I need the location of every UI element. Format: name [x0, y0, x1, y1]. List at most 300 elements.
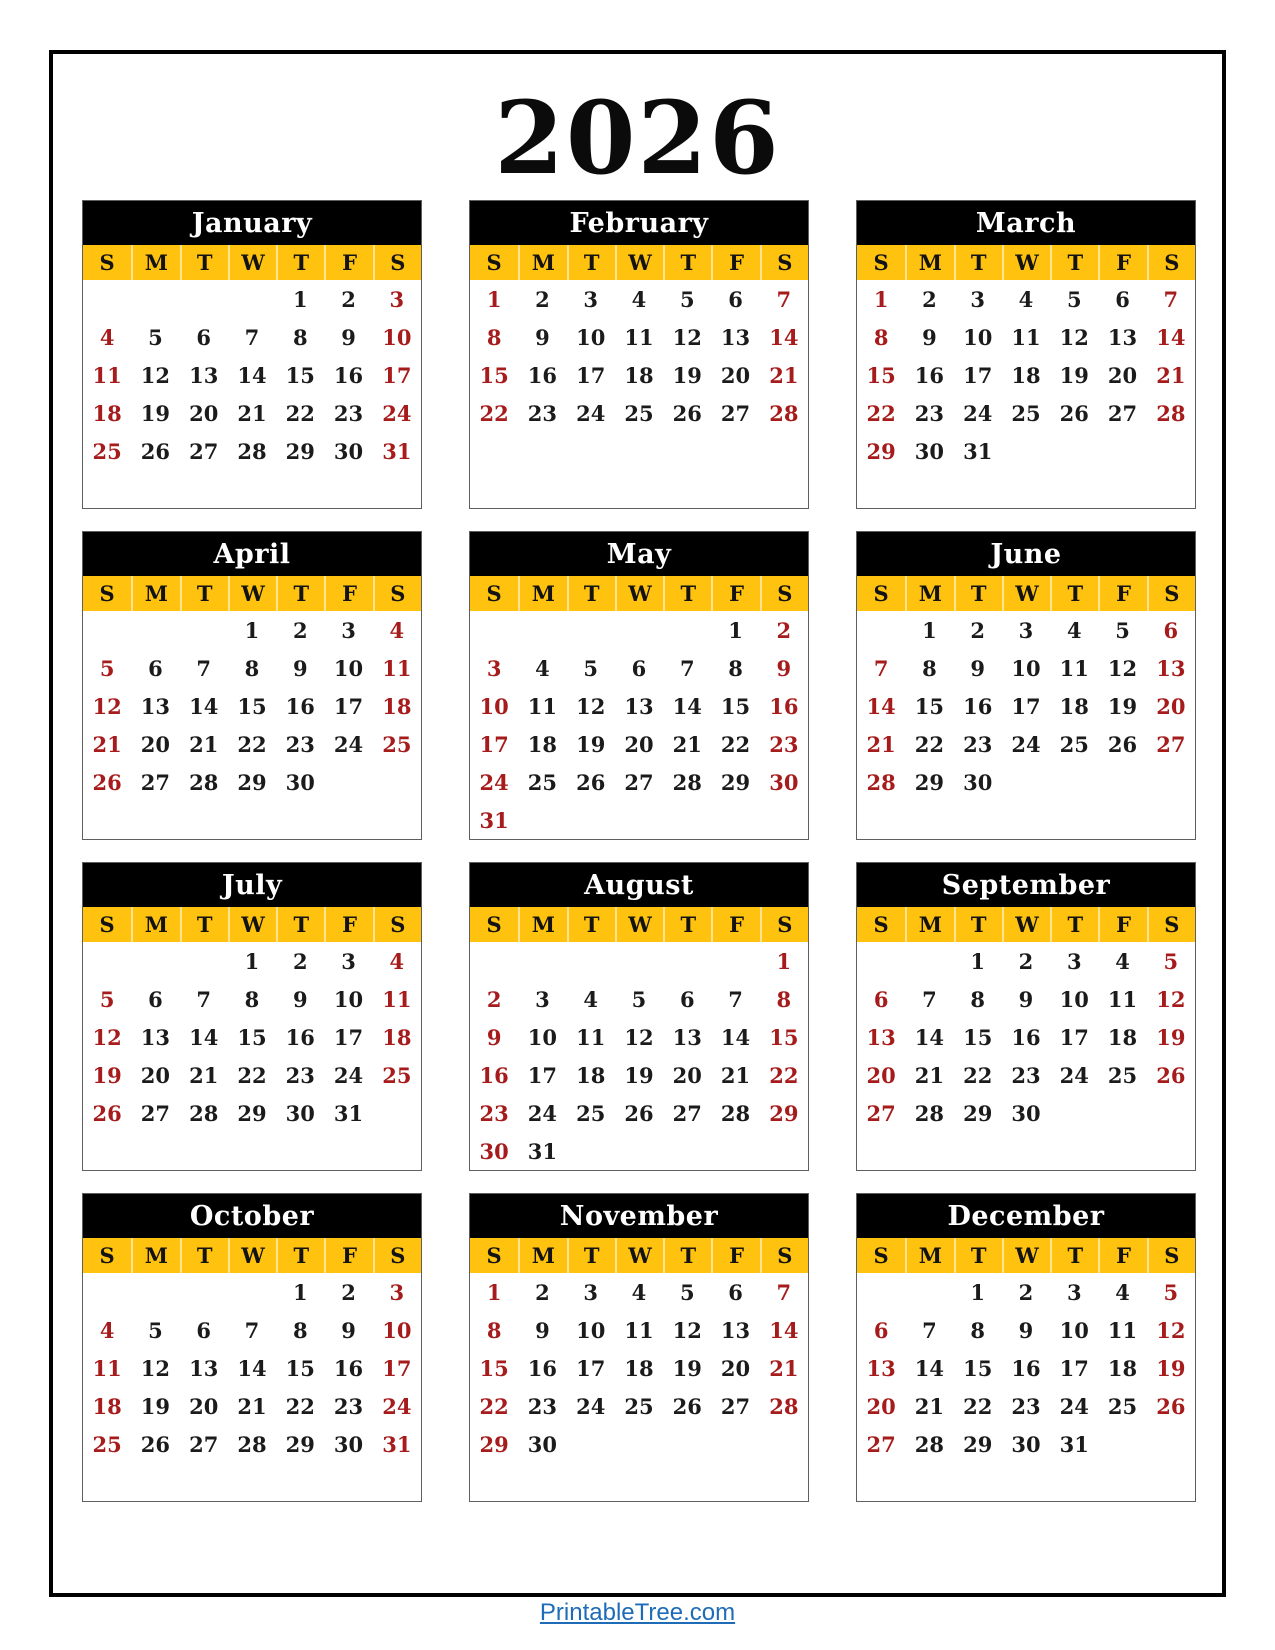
- day-cell: 22: [237, 731, 267, 757]
- day-cell: 2: [292, 948, 308, 974]
- day-cell: 21: [672, 731, 702, 757]
- day-cell: 31: [1059, 1431, 1089, 1457]
- empty-day-cell: [663, 470, 711, 508]
- day-cell: 17: [333, 693, 364, 719]
- month-calendar-october: [82, 1193, 422, 1502]
- day-cell: 19: [92, 1062, 122, 1088]
- day-cell: 5: [99, 655, 115, 681]
- day-cell: 29: [237, 769, 267, 795]
- day-cell: 16: [527, 1355, 558, 1381]
- empty-day-cell: [1098, 1132, 1146, 1170]
- day-cell: 9: [341, 1317, 356, 1343]
- day-cell: 8: [776, 986, 792, 1012]
- day-cell: 30: [285, 1100, 315, 1126]
- day-cell: 23: [1011, 1062, 1041, 1088]
- month-title: September: [857, 863, 1195, 907]
- day-cell: 4: [535, 655, 550, 681]
- day-header-thu: T: [1050, 576, 1098, 611]
- day-cell: 26: [140, 1431, 171, 1457]
- day-header-mon: M: [518, 245, 566, 280]
- empty-day-cell: [1050, 801, 1098, 839]
- day-cell: 13: [720, 324, 751, 350]
- day-cell: 21: [866, 731, 896, 757]
- empty-day-cell: [1098, 470, 1146, 508]
- day-cell: 11: [1107, 986, 1138, 1012]
- day-cell: 27: [672, 1100, 702, 1126]
- empty-day-cell: [760, 432, 808, 470]
- day-cell: 28: [769, 1393, 799, 1419]
- day-cell: 26: [92, 769, 122, 795]
- day-cell: 16: [914, 362, 945, 388]
- day-cell: 1: [292, 286, 308, 312]
- day-cell: 7: [873, 655, 889, 681]
- day-cell: 6: [196, 324, 212, 350]
- day-cell: 16: [333, 1355, 364, 1381]
- day-cell: 16: [1011, 1355, 1041, 1381]
- empty-day-cell: [470, 611, 518, 649]
- empty-day-cell: [1098, 763, 1146, 801]
- day-cell: 25: [1059, 731, 1089, 757]
- day-cell: 10: [1011, 655, 1041, 681]
- empty-day-cell: [228, 1132, 276, 1170]
- day-cell: 4: [99, 1317, 115, 1343]
- empty-day-cell: [711, 1463, 759, 1501]
- day-cell: 3: [341, 948, 356, 974]
- day-cell: 25: [527, 769, 558, 795]
- empty-day-cell: [180, 801, 228, 839]
- day-cell: 21: [237, 1393, 267, 1419]
- day-cell: 18: [92, 400, 122, 426]
- day-cell: 22: [479, 1393, 509, 1419]
- day-cell: 28: [237, 1431, 267, 1457]
- day-header-mon: M: [518, 907, 566, 942]
- day-cell: 21: [769, 1355, 799, 1381]
- day-cell: 12: [672, 1317, 702, 1343]
- day-cell: 7: [244, 324, 260, 350]
- day-cell: 3: [389, 1279, 405, 1305]
- day-cell: 25: [1011, 400, 1041, 426]
- day-cell: 25: [92, 1431, 122, 1457]
- day-cell: 13: [189, 362, 219, 388]
- day-cell: 10: [576, 1317, 606, 1343]
- day-header-thu: T: [276, 245, 324, 280]
- day-header-thu: T: [663, 907, 711, 942]
- day-cell: 17: [333, 1024, 364, 1050]
- empty-day-cell: [83, 1132, 131, 1170]
- day-cell: 24: [963, 400, 993, 426]
- day-cell: 26: [672, 1393, 702, 1419]
- month-title: February: [470, 201, 808, 245]
- day-header-fri: F: [1098, 1238, 1146, 1273]
- day-cell: 27: [1156, 731, 1186, 757]
- day-cell: 8: [292, 324, 308, 350]
- day-header-mon: M: [905, 245, 953, 280]
- day-header-mon: M: [905, 1238, 953, 1273]
- day-header-fri: F: [711, 1238, 759, 1273]
- empty-day-cell: [228, 801, 276, 839]
- day-cell: 27: [1107, 400, 1138, 426]
- empty-day-cell: [905, 1132, 953, 1170]
- day-cell: 29: [963, 1431, 993, 1457]
- day-cell: 31: [382, 438, 412, 464]
- empty-day-cell: [131, 942, 179, 980]
- empty-day-cell: [276, 1463, 324, 1501]
- day-cell: 3: [341, 617, 356, 643]
- day-cell: 8: [292, 1317, 308, 1343]
- day-cell: 7: [728, 986, 743, 1012]
- empty-day-cell: [954, 470, 1002, 508]
- day-cell: 31: [527, 1138, 558, 1164]
- day-cell: 13: [140, 1024, 171, 1050]
- day-header-fri: F: [711, 245, 759, 280]
- day-cell: 29: [914, 769, 945, 795]
- day-cell: 14: [1156, 324, 1186, 350]
- empty-day-cell: [615, 942, 663, 980]
- day-cell: 27: [189, 438, 219, 464]
- day-cell: 22: [720, 731, 751, 757]
- day-cell: 13: [1156, 655, 1186, 681]
- day-cell: 17: [479, 731, 509, 757]
- day-cell: 3: [389, 286, 405, 312]
- day-header-sat: S: [1147, 245, 1195, 280]
- month-calendar-june: [856, 531, 1196, 840]
- empty-day-cell: [663, 1463, 711, 1501]
- day-header-thu: T: [276, 907, 324, 942]
- day-cell: 17: [963, 362, 993, 388]
- day-cell: 29: [285, 438, 315, 464]
- day-header-mon: M: [518, 576, 566, 611]
- empty-day-cell: [373, 1463, 421, 1501]
- day-header-fri: F: [324, 245, 372, 280]
- day-cell: 26: [576, 769, 606, 795]
- day-cell: 25: [1107, 1393, 1138, 1419]
- empty-day-cell: [857, 611, 905, 649]
- day-cell: 29: [720, 769, 751, 795]
- empty-day-cell: [857, 942, 905, 980]
- empty-day-cell: [83, 470, 131, 508]
- day-cell: 1: [922, 617, 937, 643]
- day-cell: 22: [866, 400, 896, 426]
- day-cell: 10: [576, 324, 606, 350]
- day-cell: 12: [1059, 324, 1089, 350]
- day-cell: 23: [527, 400, 558, 426]
- day-cell: 2: [341, 1279, 356, 1305]
- day-cell: 28: [189, 1100, 219, 1126]
- day-cell: 23: [285, 1062, 315, 1088]
- day-cell: 21: [92, 731, 122, 757]
- day-cell: 15: [479, 362, 509, 388]
- empty-day-cell: [83, 801, 131, 839]
- day-cell: 28: [672, 769, 702, 795]
- day-cell: 30: [1011, 1100, 1041, 1126]
- day-cell: 20: [1156, 693, 1186, 719]
- empty-day-cell: [1002, 763, 1050, 801]
- day-cell: 13: [720, 1317, 751, 1343]
- day-cell: 11: [1059, 655, 1089, 681]
- day-cell: 11: [382, 655, 412, 681]
- day-header-wed: W: [1002, 245, 1050, 280]
- day-cell: 1: [873, 286, 889, 312]
- day-cell: 5: [679, 1279, 695, 1305]
- month-calendar-february: [469, 200, 809, 509]
- month-calendar-january: [82, 200, 422, 509]
- month-calendar-may: [469, 531, 809, 840]
- day-cell: 26: [624, 1100, 654, 1126]
- day-header-wed: W: [228, 907, 276, 942]
- day-cell: 28: [1156, 400, 1186, 426]
- day-cell: 4: [631, 286, 647, 312]
- day-cell: 31: [333, 1100, 364, 1126]
- empty-day-cell: [615, 470, 663, 508]
- day-cell: 13: [672, 1024, 702, 1050]
- day-cell: 2: [341, 286, 356, 312]
- day-cell: 12: [140, 362, 171, 388]
- day-cell: 18: [576, 1062, 606, 1088]
- day-cell: 11: [1011, 324, 1041, 350]
- empty-day-cell: [180, 611, 228, 649]
- day-cell: 25: [92, 438, 122, 464]
- day-cell: 9: [970, 655, 986, 681]
- day-cell: 10: [382, 1317, 412, 1343]
- day-cell: 3: [486, 655, 502, 681]
- day-cell: 8: [486, 1317, 502, 1343]
- day-cell: 8: [244, 655, 260, 681]
- day-cell: 6: [196, 1317, 212, 1343]
- day-cell: 8: [244, 986, 260, 1012]
- day-cell: 31: [382, 1431, 412, 1457]
- day-cell: 20: [140, 1062, 171, 1088]
- day-cell: 28: [914, 1100, 945, 1126]
- day-cell: 27: [720, 1393, 751, 1419]
- empty-day-cell: [567, 432, 615, 470]
- day-header-mon: M: [905, 907, 953, 942]
- empty-day-cell: [615, 801, 663, 839]
- day-cell: 2: [535, 286, 550, 312]
- day-cell: 10: [333, 986, 364, 1012]
- day-cell: 12: [1107, 655, 1138, 681]
- empty-day-cell: [567, 942, 615, 980]
- day-cell: 6: [1115, 286, 1130, 312]
- empty-day-cell: [518, 432, 566, 470]
- day-cell: 4: [389, 617, 405, 643]
- month-title: November: [470, 1194, 808, 1238]
- day-cell: 15: [720, 693, 751, 719]
- empty-day-cell: [228, 470, 276, 508]
- empty-day-cell: [518, 470, 566, 508]
- day-cell: 15: [769, 1024, 799, 1050]
- day-cell: 26: [1156, 1062, 1186, 1088]
- day-cell: 20: [140, 731, 171, 757]
- day-cell: 23: [1011, 1393, 1041, 1419]
- day-cell: 18: [382, 693, 412, 719]
- day-cell: 12: [1156, 986, 1186, 1012]
- day-cell: 22: [285, 1393, 315, 1419]
- day-cell: 24: [333, 1062, 364, 1088]
- year-title: 2026: [494, 79, 781, 197]
- day-cell: 19: [140, 1393, 171, 1419]
- day-header-fri: F: [1098, 576, 1146, 611]
- day-cell: 27: [189, 1431, 219, 1457]
- empty-day-cell: [228, 1463, 276, 1501]
- day-header-tue: T: [180, 576, 228, 611]
- day-header-tue: T: [180, 245, 228, 280]
- day-cell: 8: [970, 986, 986, 1012]
- day-cell: 26: [92, 1100, 122, 1126]
- empty-day-cell: [1098, 801, 1146, 839]
- day-cell: 20: [672, 1062, 702, 1088]
- day-cell: 21: [914, 1062, 945, 1088]
- empty-day-cell: [1098, 1463, 1146, 1501]
- day-cell: 12: [576, 693, 606, 719]
- day-cell: 24: [382, 400, 412, 426]
- empty-day-cell: [615, 1463, 663, 1501]
- day-cell: 20: [866, 1062, 896, 1088]
- day-cell: 5: [1163, 948, 1179, 974]
- day-cell: 3: [1066, 948, 1082, 974]
- day-cell: 5: [148, 324, 163, 350]
- day-header-tue: T: [954, 1238, 1002, 1273]
- empty-day-cell: [760, 1463, 808, 1501]
- day-cell: 18: [1059, 693, 1089, 719]
- day-cell: 19: [624, 1062, 654, 1088]
- day-cell: 6: [631, 655, 647, 681]
- empty-day-cell: [180, 1132, 228, 1170]
- month-calendar-september: [856, 862, 1196, 1171]
- day-header-wed: W: [1002, 576, 1050, 611]
- empty-day-cell: [905, 801, 953, 839]
- day-cell: 2: [970, 617, 986, 643]
- day-cell: 12: [672, 324, 702, 350]
- day-cell: 28: [189, 769, 219, 795]
- day-cell: 9: [341, 324, 356, 350]
- empty-day-cell: [1147, 470, 1195, 508]
- day-cell: 7: [1163, 286, 1179, 312]
- day-cell: 30: [333, 1431, 364, 1457]
- day-cell: 6: [873, 1317, 889, 1343]
- day-cell: 22: [914, 731, 945, 757]
- day-header-tue: T: [180, 1238, 228, 1273]
- day-cell: 9: [922, 324, 937, 350]
- day-cell: 22: [479, 400, 509, 426]
- day-cell: 29: [963, 1100, 993, 1126]
- month-title: May: [470, 532, 808, 576]
- day-cell: 19: [576, 731, 606, 757]
- day-cell: 3: [583, 1279, 599, 1305]
- day-header-thu: T: [663, 576, 711, 611]
- day-header-sun: S: [857, 245, 905, 280]
- day-cell: 13: [866, 1355, 896, 1381]
- day-header-mon: M: [131, 245, 179, 280]
- empty-day-cell: [1098, 432, 1146, 470]
- day-cell: 28: [914, 1431, 945, 1457]
- day-header-tue: T: [567, 245, 615, 280]
- empty-day-cell: [470, 1463, 518, 1501]
- day-header-thu: T: [276, 1238, 324, 1273]
- day-cell: 23: [333, 400, 364, 426]
- day-cell: 14: [720, 1024, 751, 1050]
- footer-link[interactable]: PrintableTree.com: [539, 1599, 736, 1626]
- empty-day-cell: [663, 432, 711, 470]
- empty-day-cell: [180, 1463, 228, 1501]
- day-cell: 14: [914, 1024, 945, 1050]
- day-cell: 29: [285, 1431, 315, 1457]
- empty-day-cell: [567, 1425, 615, 1463]
- day-header-sun: S: [83, 907, 131, 942]
- month-calendar-july: [82, 862, 422, 1171]
- day-header-sun: S: [857, 576, 905, 611]
- day-cell: 26: [1059, 400, 1089, 426]
- day-header-sat: S: [373, 1238, 421, 1273]
- day-cell: 2: [535, 1279, 550, 1305]
- day-header-thu: T: [1050, 907, 1098, 942]
- day-cell: 30: [285, 769, 315, 795]
- day-cell: 24: [1059, 1393, 1089, 1419]
- day-cell: 20: [624, 731, 654, 757]
- day-header-fri: F: [711, 576, 759, 611]
- day-cell: 11: [1107, 1317, 1138, 1343]
- day-cell: 22: [769, 1062, 799, 1088]
- empty-day-cell: [518, 942, 566, 980]
- day-cell: 15: [285, 362, 315, 388]
- day-header-sat: S: [1147, 907, 1195, 942]
- empty-day-cell: [1050, 1132, 1098, 1170]
- day-cell: 3: [1066, 1279, 1082, 1305]
- day-cell: 16: [963, 693, 993, 719]
- empty-day-cell: [905, 942, 953, 980]
- day-cell: 15: [479, 1355, 509, 1381]
- empty-day-cell: [276, 801, 324, 839]
- day-cell: 17: [527, 1062, 558, 1088]
- day-cell: 23: [769, 731, 799, 757]
- empty-day-cell: [518, 1463, 566, 1501]
- day-header-sun: S: [83, 245, 131, 280]
- day-cell: 11: [92, 1355, 122, 1381]
- day-header-sun: S: [857, 1238, 905, 1273]
- day-cell: 24: [1059, 1062, 1089, 1088]
- day-cell: 6: [1163, 617, 1179, 643]
- day-cell: 1: [728, 617, 743, 643]
- day-cell: 5: [99, 986, 115, 1012]
- day-cell: 24: [479, 769, 509, 795]
- day-cell: 13: [140, 693, 171, 719]
- day-cell: 24: [527, 1100, 558, 1126]
- day-cell: 6: [148, 655, 163, 681]
- empty-day-cell: [1147, 763, 1195, 801]
- day-cell: 26: [672, 400, 702, 426]
- empty-day-cell: [663, 1425, 711, 1463]
- day-cell: 2: [292, 617, 308, 643]
- day-cell: 10: [479, 693, 509, 719]
- day-cell: 17: [576, 362, 606, 388]
- day-cell: 11: [624, 324, 654, 350]
- day-cell: 16: [333, 362, 364, 388]
- day-cell: 5: [148, 1317, 163, 1343]
- empty-day-cell: [663, 942, 711, 980]
- empty-day-cell: [1002, 801, 1050, 839]
- empty-day-cell: [1050, 1094, 1098, 1132]
- day-cell: 30: [333, 438, 364, 464]
- day-header-wed: W: [228, 1238, 276, 1273]
- day-cell: 11: [576, 1024, 606, 1050]
- day-cell: 1: [486, 286, 502, 312]
- day-cell: 3: [970, 286, 986, 312]
- day-header-wed: W: [615, 907, 663, 942]
- day-cell: 1: [292, 1279, 308, 1305]
- empty-day-cell: [131, 611, 179, 649]
- day-cell: 12: [92, 693, 122, 719]
- day-header-wed: W: [228, 576, 276, 611]
- day-header-wed: W: [615, 576, 663, 611]
